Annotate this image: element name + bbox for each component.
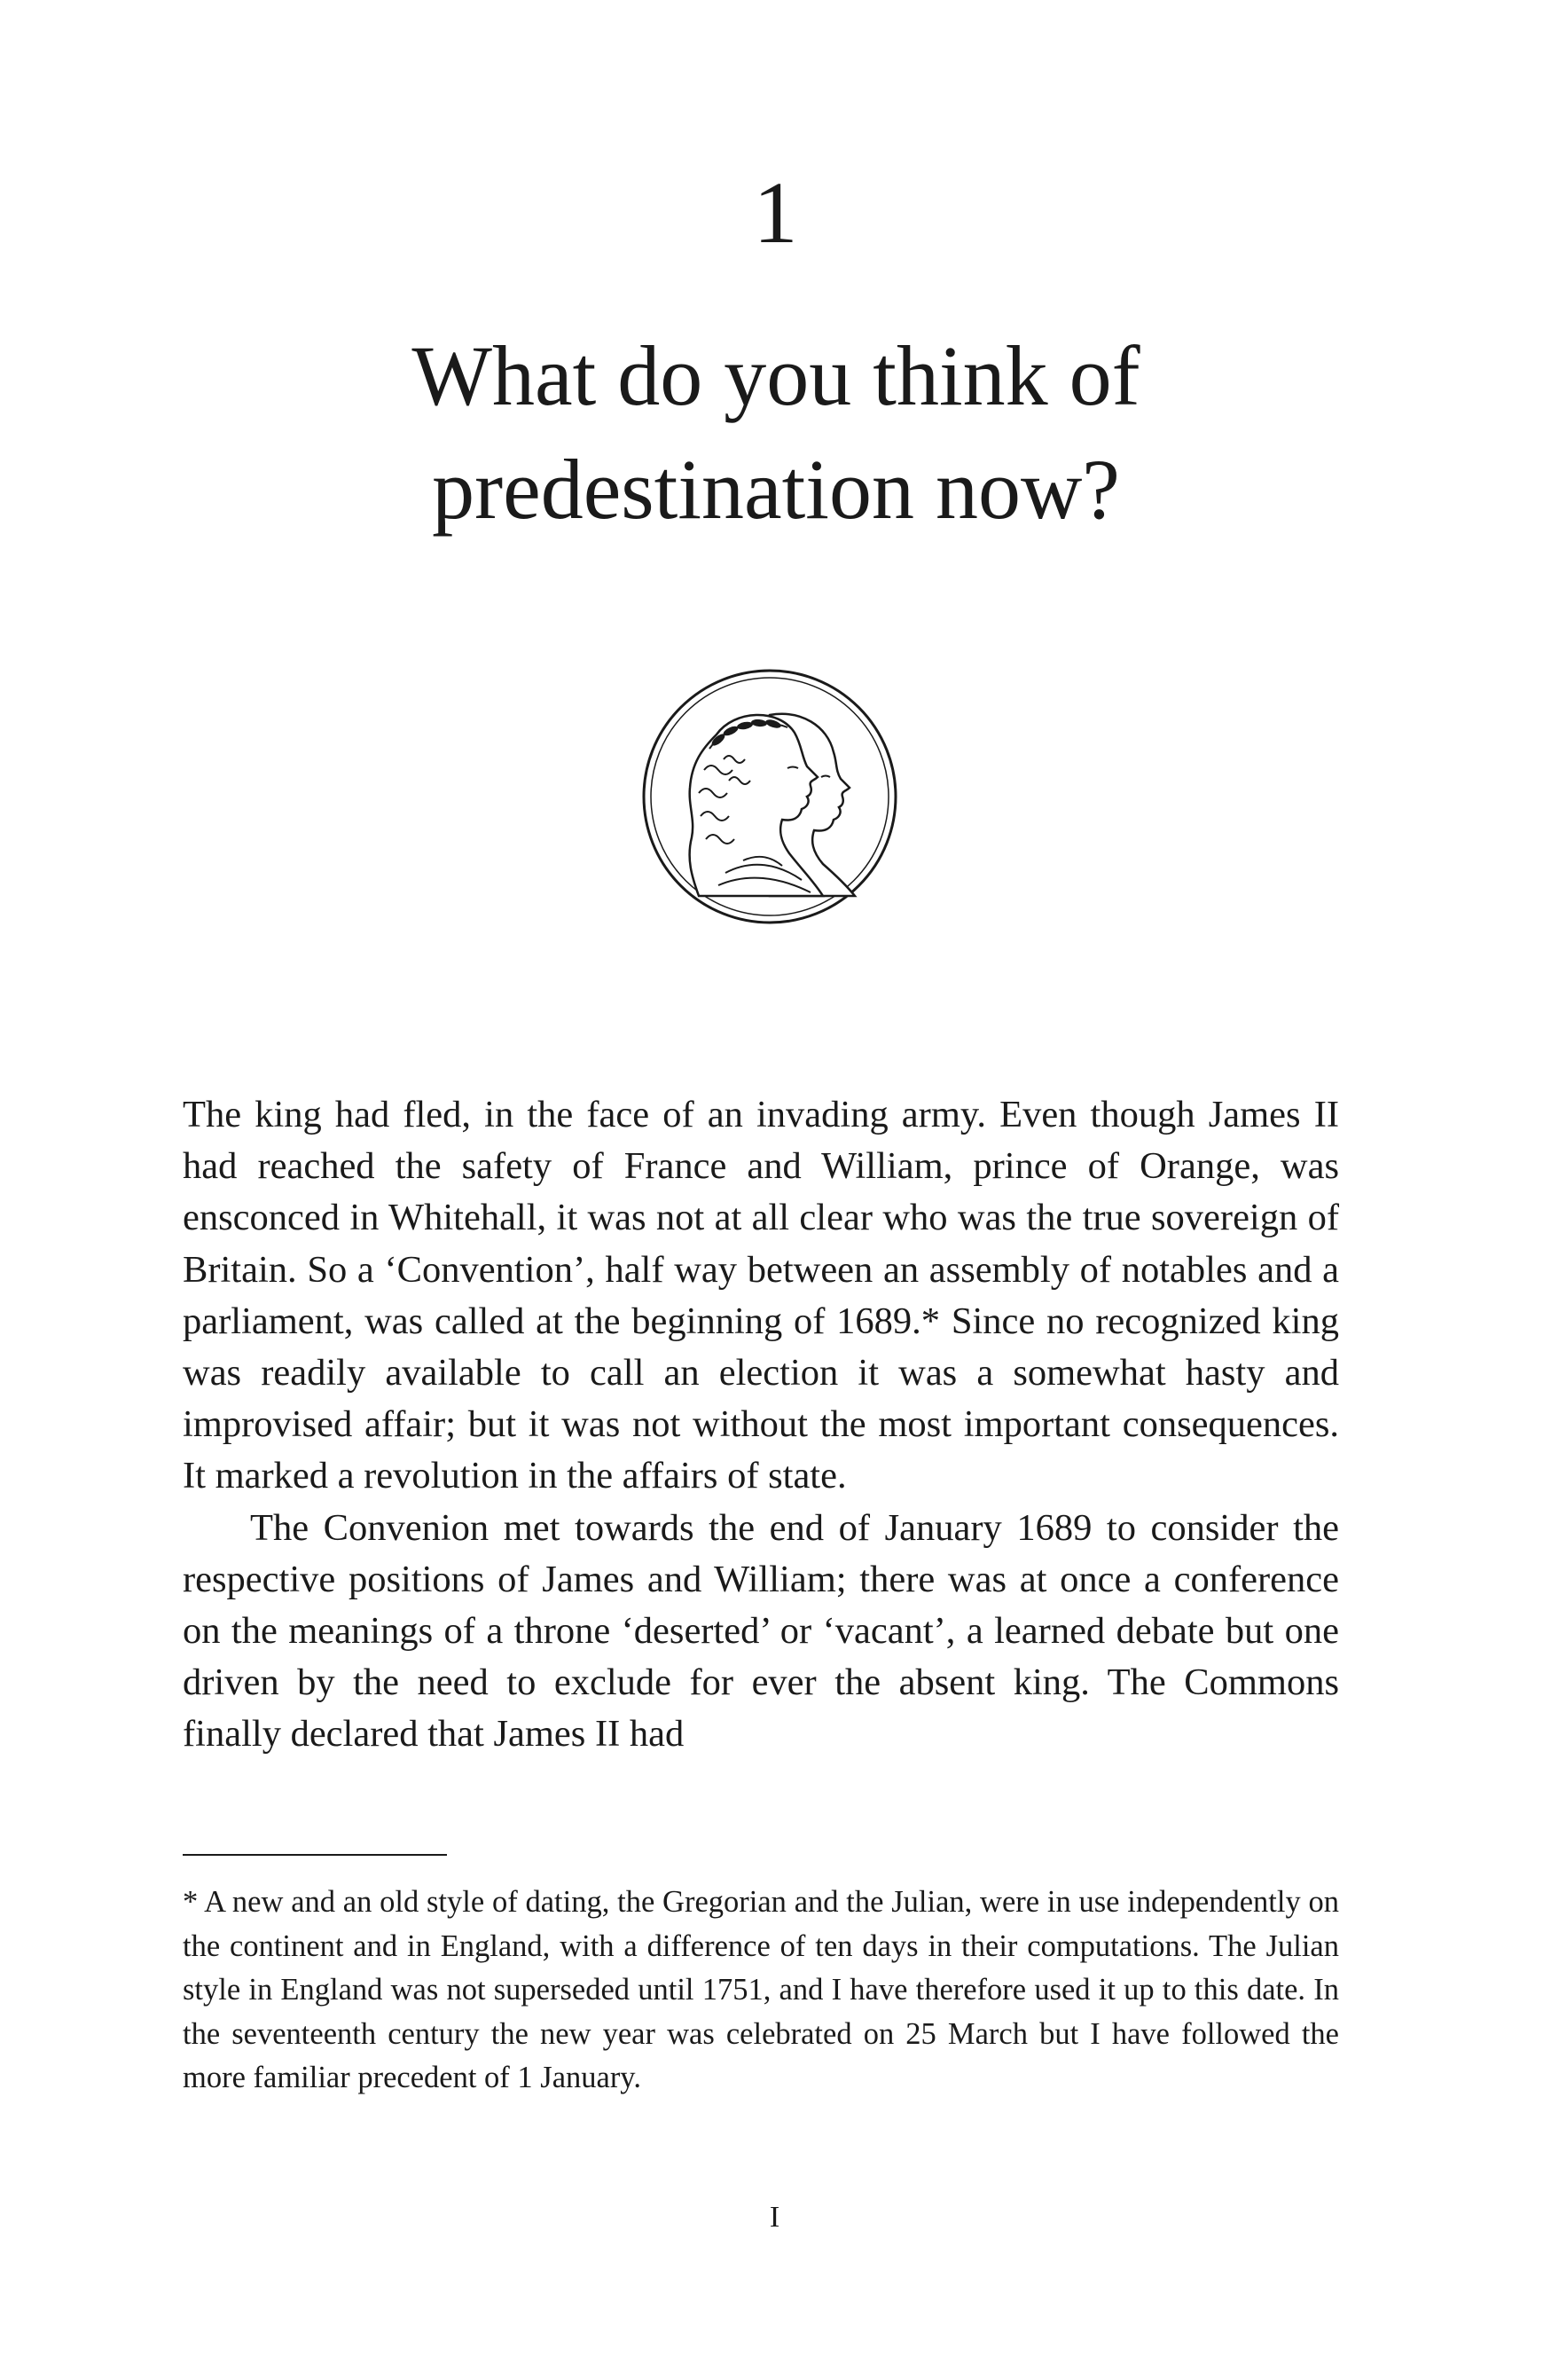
paragraph: The Convenion met towards the end of January 1689 to consider the respective positions of James and William; there was at once a conference on the meanings of a throne ‘deserted’ or ‘vacant’, a learned debate but one driven by the need to exclude for ever the absent king. The Commons finally declared that James II had: [183, 1506, 1339, 1756]
page-number: I: [769, 2201, 782, 2234]
twin-portrait-medallion-icon: [637, 664, 903, 930]
footnote: * A new and an old style of dating, the Gregorian and the Julian, were in use independently on the continent and in England, with a difference of ten days in their computations. The Julian style in England was not superseded until 1751, and I have therefore used it up to this date. In the seventeenth century the new year was celebrated on 25 March but I have followed the more familiar precedent of 1 January.: [183, 1885, 1339, 2094]
footnote-divider: [183, 1854, 447, 1856]
paragraph: The king had fled, in the face of an invading army. Even though James II had reached the safety of France and William, prince of Orange, was ensconced in Whitehall, it was not at all clear who was the true sovereign of Britain. So a ‘Convention’, half way between an assembly of notables and a parliament, was called at the beginning of 1689.* Since no recognized king was readily available to call an election it was a somewhat hasty and improvised affair; but it was not without the most important consequences. It marked a revolution in the affairs of state.: [183, 1094, 1339, 1497]
body-text: [183, 1089, 1339, 1761]
chapter-number: 1: [753, 163, 798, 262]
chapter-title: What do you think of predestination now?: [411, 328, 1140, 537]
